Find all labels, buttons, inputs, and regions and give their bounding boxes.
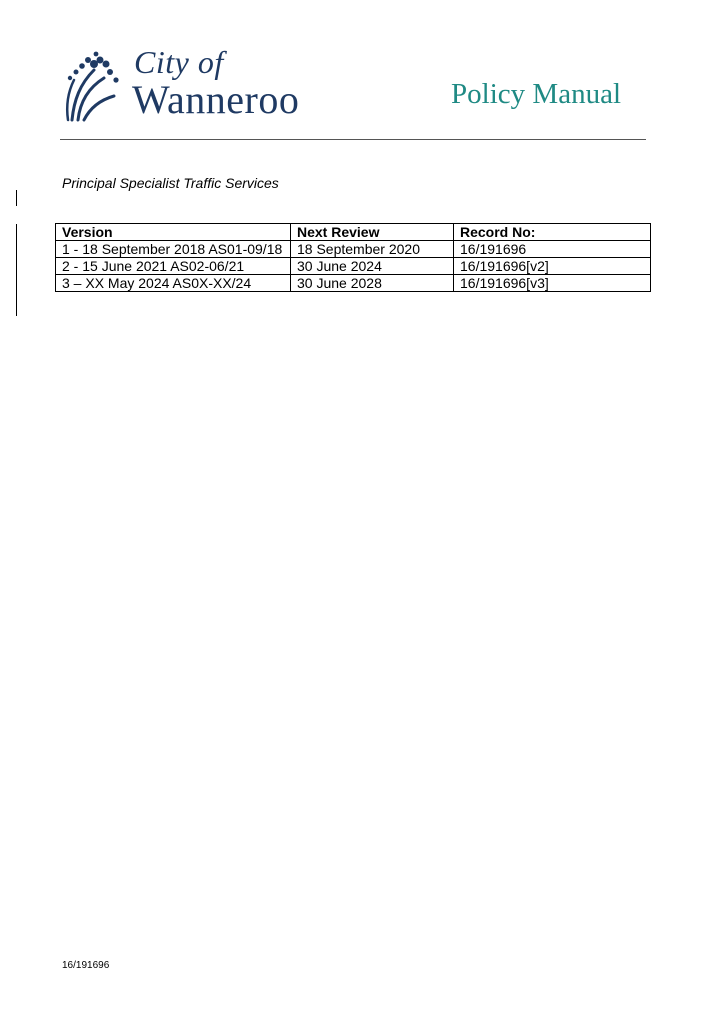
table-row xyxy=(56,258,651,275)
change-bar xyxy=(16,190,17,206)
page-title: Policy Manual xyxy=(451,78,621,110)
header-divider xyxy=(60,139,646,140)
next-review-cell: 18 September 2020 xyxy=(291,241,454,258)
table-header-row xyxy=(56,224,651,241)
column-header-version: Version xyxy=(56,224,291,241)
version-cell: 3 – XX May 2024 AS0X-XX/24 xyxy=(56,275,291,292)
record-no-cell: 16/191696[v2] xyxy=(454,258,651,275)
next-review-cell: 30 June 2024 xyxy=(291,258,454,275)
table-row xyxy=(56,241,651,258)
next-review-cell: 30 June 2028 xyxy=(291,275,454,292)
column-header-next-review: Next Review xyxy=(291,224,454,241)
city-logo xyxy=(60,46,325,124)
version-cell: 2 - 15 June 2021 AS02-06/21 xyxy=(56,258,291,275)
footer-record-number: 16/191696 xyxy=(62,960,110,971)
column-header-record-no: Record No: xyxy=(454,224,651,241)
record-no-cell: 16/191696 xyxy=(454,241,651,258)
table-row xyxy=(56,275,651,292)
record-no-cell: 16/191696[v3] xyxy=(454,275,651,292)
version-table xyxy=(55,223,651,292)
kangaroo-paw-icon xyxy=(60,50,122,122)
logo-city-of-text: City of xyxy=(134,44,224,80)
logo-wanneroo-text: Wanneroo xyxy=(132,77,300,122)
change-bar xyxy=(16,224,17,316)
policy-subtitle: Principal Specialist Traffic Services xyxy=(62,175,279,191)
version-cell: 1 - 18 September 2018 AS01-09/18 xyxy=(56,241,291,258)
